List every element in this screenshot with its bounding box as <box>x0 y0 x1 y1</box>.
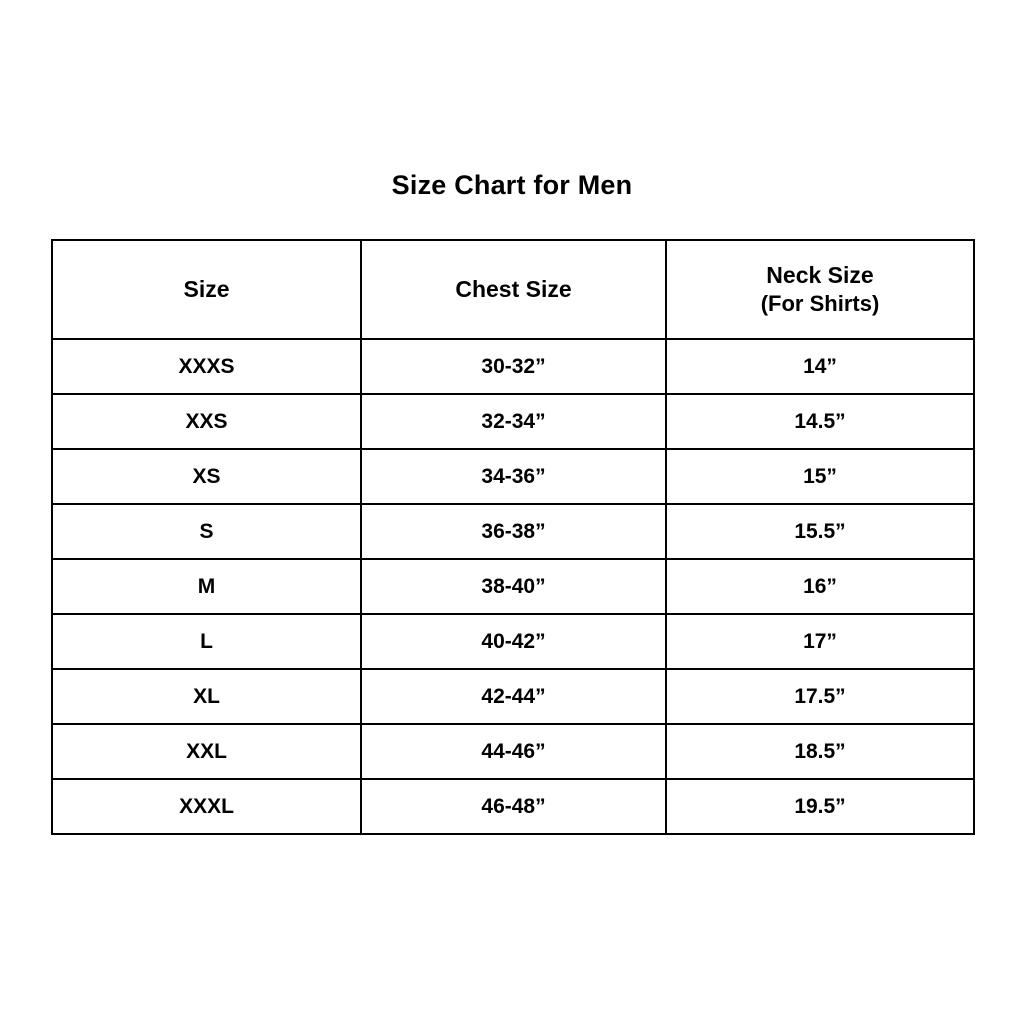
cell-neck: 17” <box>666 614 974 669</box>
column-header-neck-size-sublabel: (For Shirts) <box>760 291 880 317</box>
table-header <box>52 240 974 339</box>
cell-size: XXXL <box>52 779 361 834</box>
cell-chest: 36-38” <box>361 504 666 559</box>
column-header-neck-size-label: Neck Size <box>766 262 874 289</box>
table-row <box>52 614 974 669</box>
cell-chest: 30-32” <box>361 339 666 394</box>
table-row <box>52 339 974 394</box>
table-row <box>52 669 974 724</box>
cell-neck: 18.5” <box>666 724 974 779</box>
cell-chest: 46-48” <box>361 779 666 834</box>
cell-size: XS <box>52 449 361 504</box>
cell-chest: 34-36” <box>361 449 666 504</box>
cell-size: XXL <box>52 724 361 779</box>
cell-size: XL <box>52 669 361 724</box>
cell-chest: 32-34” <box>361 394 666 449</box>
table-row <box>52 559 974 614</box>
table-row <box>52 779 974 834</box>
size-chart-table <box>51 239 975 835</box>
column-header-size <box>52 240 361 339</box>
cell-size: M <box>52 559 361 614</box>
column-header-neck-size <box>666 240 974 339</box>
table-row <box>52 449 974 504</box>
cell-neck: 19.5” <box>666 779 974 834</box>
cell-neck: 16” <box>666 559 974 614</box>
cell-size: L <box>52 614 361 669</box>
cell-neck: 14” <box>666 339 974 394</box>
column-header-size-label: Size <box>183 276 230 303</box>
column-header-chest-size <box>361 240 666 339</box>
table-row <box>52 504 974 559</box>
table-row <box>52 394 974 449</box>
table-row <box>52 724 974 779</box>
cell-chest: 42-44” <box>361 669 666 724</box>
column-header-chest-size-label: Chest Size <box>455 276 572 303</box>
cell-neck: 14.5” <box>666 394 974 449</box>
cell-size: S <box>52 504 361 559</box>
cell-chest: 38-40” <box>361 559 666 614</box>
cell-neck: 15.5” <box>666 504 974 559</box>
cell-chest: 44-46” <box>361 724 666 779</box>
cell-size: XXS <box>52 394 361 449</box>
table-body <box>52 339 974 834</box>
table-header-row <box>52 240 974 339</box>
cell-neck: 17.5” <box>666 669 974 724</box>
cell-chest: 40-42” <box>361 614 666 669</box>
size-chart-table-wrapper <box>51 239 973 835</box>
cell-neck: 15” <box>666 449 974 504</box>
cell-size: XXXS <box>52 339 361 394</box>
page-title: Size Chart for Men <box>391 170 633 200</box>
